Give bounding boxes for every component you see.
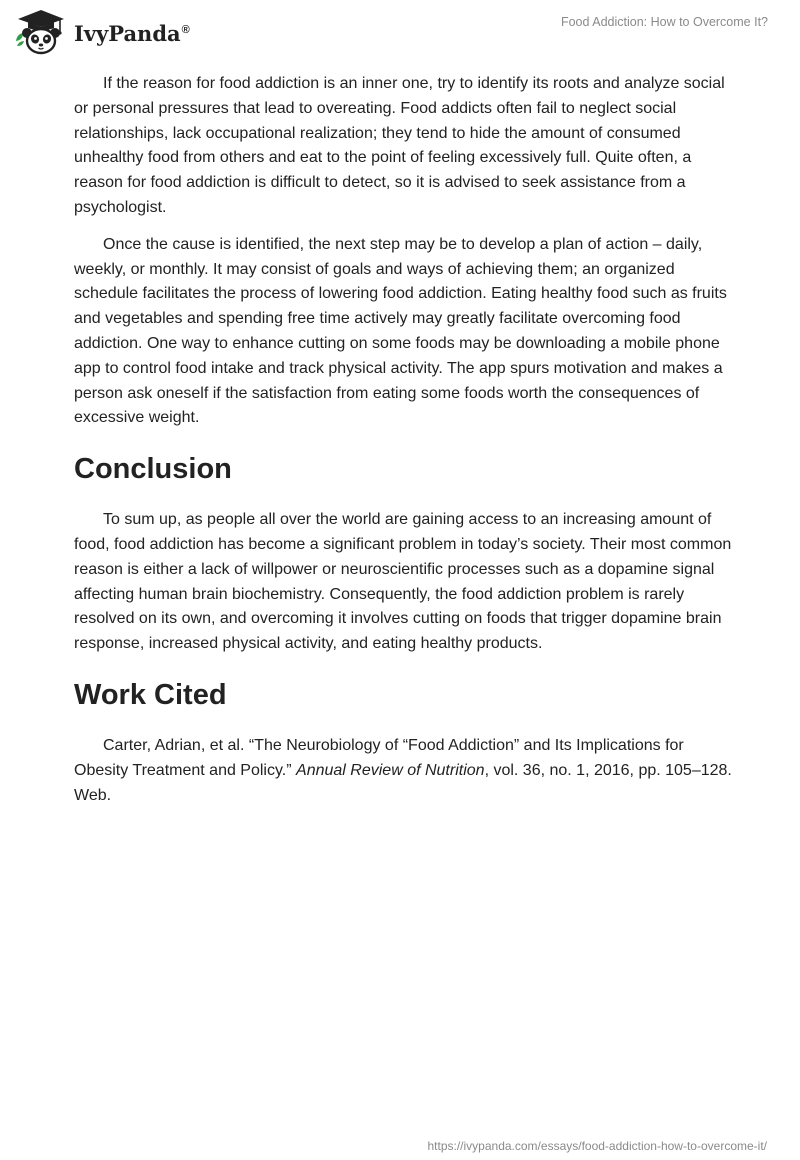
essay-content — [74, 72, 734, 820]
work-cited-heading: Work Cited — [74, 678, 227, 711]
body-paragraph-1: If the reason for food addiction is an inner one, try to identify its roots and analyze social or personal pressures that lead to overeating. Food addicts often fail to neglect social relationships, lack occupational realization; they tend to hide the amount of consumed unhealthy food from others and eat to the point of feeling excessively full. Quite often, a reason for food addiction is difficult to detect, so it is advised to seek assistance from a psychologist. — [74, 75, 725, 216]
conclusion-paragraph: To sum up, as people all over the world are gaining access to an increasing amount of food, food addiction has become a significant problem in today’s society. Their most common reason is either a lack of willpower or neuroscientific processes such as a dopamine signal affecting human brain biochemistry. Consequently, the food addiction problem is rarely resolved on its own, and overcoming it involves cutting on foods that trigger dopamine brain response, increased physical activity, and eating healthy products. — [74, 511, 732, 653]
ivypanda-logo[interactable] — [14, 8, 190, 56]
citation-details: , vol. 36, no. 1, 2016, pp. 105–128. Web. — [74, 761, 732, 804]
citation-authors-title: Carter, Adrian, et al. “The Neurobiology of “Food Addiction” and Its Implications for Obesity Treatment and Policy.” — [74, 736, 684, 779]
citation-journal: Annual Review of Nutrition — [296, 761, 485, 779]
brand-name — [74, 21, 190, 46]
page-header — [0, 0, 800, 64]
conclusion-heading: Conclusion — [74, 453, 232, 486]
document-title: Food Addiction: How to Overcome It? — [560, 15, 768, 29]
registered-mark: ® — [181, 23, 190, 36]
body-paragraph-2: Once the cause is identified, the next step may be to develop a plan of action – daily, weekly, or monthly. It may consist of goals and ways of achieving them; an organized schedule facilitates the process of lowering food addiction. Eating healthy food such as fruits and vegetables and spending free time actively may greatly facilitate overcoming food addiction. One way to enhance cutting on some foods may be downloading a mobile phone app to control food intake and track physical activity. The app spurs motivation and makes a person ask oneself if the satisfaction from eating some foods worth the consequences of excessive weight. — [74, 235, 727, 427]
brand-name-text: IvyPanda — [74, 20, 181, 46]
panda-logo-icon — [14, 8, 68, 56]
source-url-link[interactable]: https://ivypanda.com/essays/food-addiction-how-to-overcome-it/ — [427, 1139, 767, 1153]
citation-entry — [74, 734, 734, 808]
